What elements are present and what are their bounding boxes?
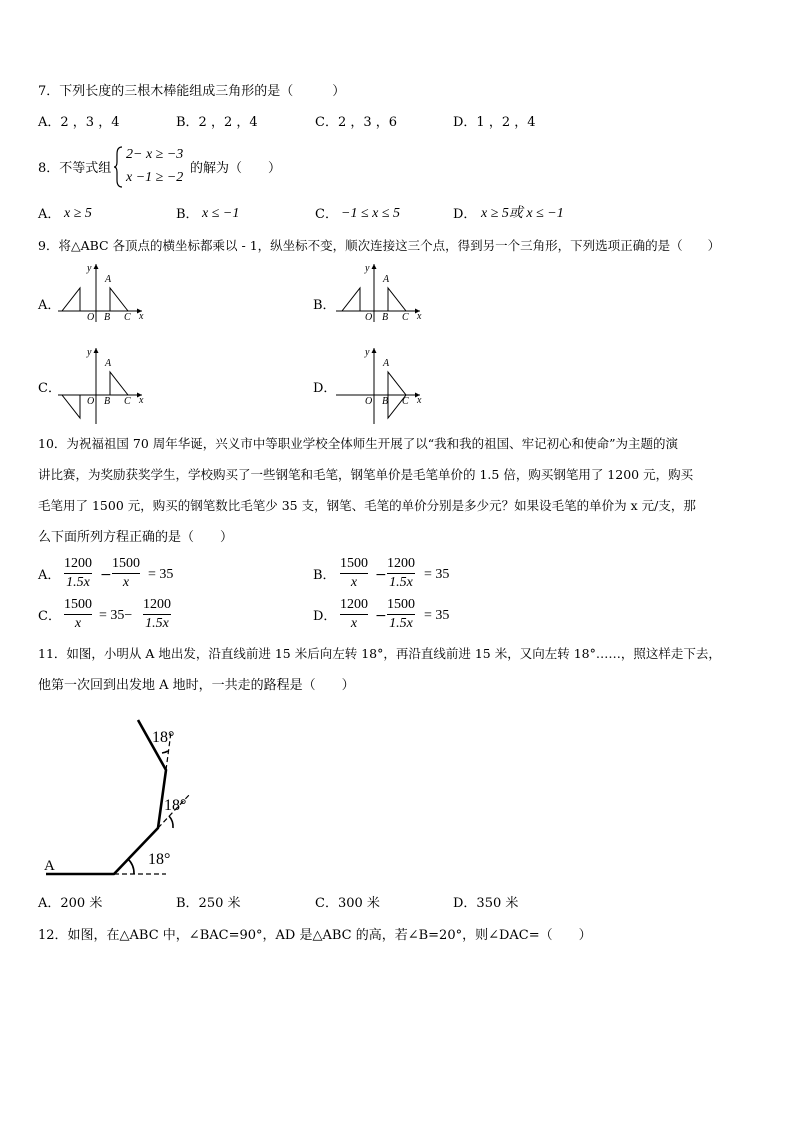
point-a-label: A xyxy=(383,274,390,285)
q8-inequality-2: x −1 ≥ −2 xyxy=(126,170,184,185)
q9-option-b-label: B． xyxy=(313,298,336,313)
q10-option-c-label: C． xyxy=(38,609,61,624)
start-point-label: A xyxy=(44,858,55,874)
origin-label: O xyxy=(87,396,95,407)
q10-line-4: 么下面所列方程正确的是（ ） xyxy=(38,530,234,545)
q8-suffix: 的解为（ ） xyxy=(190,161,282,176)
q10-a-rest: = 35 xyxy=(148,567,174,582)
angle-label-1: 18° xyxy=(148,851,171,868)
q10-c-frac-1: 1500 x xyxy=(64,597,92,631)
origin-label: O xyxy=(365,396,373,407)
q11-line-1: 11．如图，小明从 A 地出发，沿直线前进 15 米后向左转 18°，再沿直线前进 15 米，又向左转 18°……，照这样走下去， xyxy=(38,646,721,661)
point-b-label: B xyxy=(382,396,389,407)
q11-option-b: B．250 米 xyxy=(176,896,241,911)
q10-option-b-label: B． xyxy=(313,568,336,583)
q10-d-rest: = 35 xyxy=(424,608,450,623)
q7-option-d: D．1 ，2 ，4 xyxy=(453,115,536,130)
q10-d-frac-1: 1200 x xyxy=(340,597,368,631)
q9-option-c-label: C． xyxy=(38,381,61,396)
q7-option-c: C．2 ，3 ，6 xyxy=(315,115,398,130)
q10-c-frac-2: 1200 1.5x xyxy=(143,597,171,631)
y-axis-label: y xyxy=(365,263,370,274)
q7-option-a: A．2 ，3 ，4 xyxy=(38,115,120,130)
q10-a-frac-1: 1200 1.5x xyxy=(64,556,92,590)
q10-c-mid: = 35− xyxy=(99,608,133,623)
q8-option-c-label: C． xyxy=(315,207,338,222)
q9-graph-d xyxy=(336,346,422,426)
point-a-label: A xyxy=(105,358,112,369)
q9-option-a-label: A． xyxy=(38,298,61,313)
q10-a-frac-2: 1500 x xyxy=(112,556,140,590)
q8-option-d-label: D． xyxy=(453,207,477,222)
q11-option-d: D．350 米 xyxy=(453,896,519,911)
q11-line-2: 他第一次回到出发地 A 地时，一共走的路程是（ ） xyxy=(38,678,355,693)
q9-graph-b xyxy=(336,262,422,322)
origin-label: O xyxy=(87,312,95,323)
q10-option-d-label: D． xyxy=(313,609,337,624)
point-a-label: A xyxy=(383,358,390,369)
q8-option-a-label: A． xyxy=(38,207,61,222)
angle-label-2: 18° xyxy=(164,797,187,814)
origin-label: O xyxy=(365,312,373,323)
q7-stem: 7．下列长度的三根木棒能组成三角形的是（ ） xyxy=(38,84,346,99)
x-axis-label: x xyxy=(417,311,422,322)
q8-option-c-math: −1 ≤ x ≤ 5 xyxy=(341,206,401,221)
q8-prefix: 8．不等式组 xyxy=(38,161,112,176)
q10-d-frac-2: 1500 1.5x xyxy=(387,597,415,631)
q9-option-d-label: D． xyxy=(313,381,337,396)
point-c-label: C xyxy=(124,312,131,323)
q8-option-d-math: x ≥ 5或 x ≤ −1 xyxy=(481,206,564,221)
q10-option-a-label: A． xyxy=(38,568,61,583)
q10-b-frac-2: 1200 1.5x xyxy=(387,556,415,590)
x-axis-label: x xyxy=(139,311,144,322)
point-c-label: C xyxy=(402,312,409,323)
point-a-label: A xyxy=(105,274,112,285)
q9-graph-a xyxy=(58,262,144,322)
x-axis-label: x xyxy=(139,395,144,406)
q10-line-1: 10．为祝福祖国 70 周年华诞，兴义市中等职业学校全体师生开展了以“我和我的祖国、牢记初心和使命”为主题的演 xyxy=(38,436,679,451)
q8-option-b-label: B． xyxy=(176,207,199,222)
q11-option-c: C．300 米 xyxy=(315,896,380,911)
q10-b-rest: = 35 xyxy=(424,567,450,582)
point-b-label: B xyxy=(104,312,111,323)
q9-stem: 9．将△ABC 各顶点的横坐标都乘以 - 1，纵坐标不变，顺次连接这三个点，得到另一个三角形，下列选项正确的是（ ） xyxy=(38,238,721,253)
q8-option-a-math: x ≥ 5 xyxy=(64,206,92,221)
q9-graph-c xyxy=(58,346,144,426)
q11-option-a: A．200 米 xyxy=(38,896,103,911)
y-axis-label: y xyxy=(365,347,370,358)
y-axis-label: y xyxy=(87,263,92,274)
point-c-label: C xyxy=(124,396,131,407)
x-axis-label: x xyxy=(417,395,422,406)
q10-line-2: 讲比赛，为奖励获奖学生，学校购买了一些钢笔和毛笔，钢笔单价是毛笔单价的 1.5 倍，购买钢笔用了 1200 元，购买 xyxy=(38,467,694,482)
q7-option-b: B．2 ，2 ，4 xyxy=(176,115,258,130)
q12-stem: 12．如图，在△ABC 中，∠BAC=90°，AD 是△ABC 的高，若∠B=20°，则∠DAC=（ ） xyxy=(38,928,592,943)
point-c-label: C xyxy=(402,396,409,407)
q8-brace xyxy=(113,146,123,188)
y-axis-label: y xyxy=(87,347,92,358)
point-b-label: B xyxy=(104,396,111,407)
point-b-label: B xyxy=(382,312,389,323)
q8-inequality-1: 2− x ≥ −3 xyxy=(126,147,184,162)
q10-b-frac-1: 1500 x xyxy=(340,556,368,590)
angle-label-3: 18° xyxy=(152,729,175,746)
q11-path-diagram xyxy=(40,718,210,878)
q10-line-3: 毛笔用了 1500 元，购买的钢笔数比毛笔少 35 支，钢笔、毛笔的单价分别是多少元？如果设毛笔的单价为 x 元/支，那 xyxy=(38,498,696,513)
q8-option-b-math: x ≤ −1 xyxy=(202,206,240,221)
